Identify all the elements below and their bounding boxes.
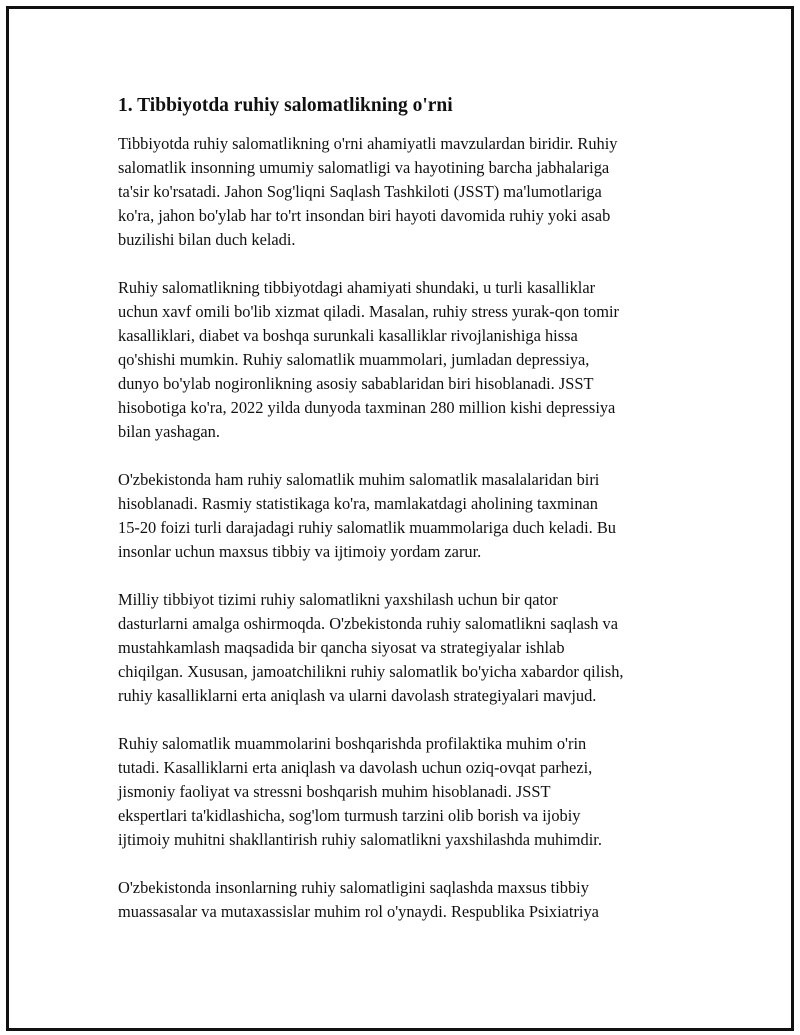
section-heading: 1. Tibbiyotda ruhiy salomatlikning o'rni xyxy=(118,95,453,116)
paragraph xyxy=(118,588,698,708)
text-line: qo'shishi mumkin. Ruhiy salomatlik muammolari, jumladan depressiya, xyxy=(118,350,590,369)
text-line: Milliy tibbiyot tizimi ruhiy salomatlikni yaxshilash uchun bir qator xyxy=(118,590,558,609)
paragraph xyxy=(118,732,698,852)
text-line: muassasalar va mutaxassislar muhim rol o'ynaydi. Respublika Psixiatriya xyxy=(118,902,599,921)
text-line: Tibbiyotda ruhiy salomatlikning o'rni ahamiyatli mavzulardan biridir. Ruhiy xyxy=(118,134,618,153)
text-line: salomatlik insonning umumiy salomatligi va hayotining barcha jabhalariga xyxy=(118,158,610,177)
text-line: O'zbekistonda insonlarning ruhiy salomatligini saqlashda maxsus tibbiy xyxy=(118,878,589,897)
text-line: hisoblanadi. Rasmiy statistikaga ko'ra, mamlakatdagi aholining taxminan xyxy=(118,494,599,513)
text-line: hisobotiga ko'ra, 2022 yilda dunyoda taxminan 280 million kishi depressiya xyxy=(118,398,616,417)
text-line: chiqilgan. Xususan, jamoatchilikni ruhiy salomatlik bo'yicha xabardor qilish, xyxy=(118,662,624,681)
text-line: ko'ra, jahon bo'ylab har to'rt insondan biri hayoti davomida ruhiy yoki asab xyxy=(118,206,611,225)
text-line: ta'sir ko'rsatadi. Jahon Sog'liqni Saqlash Tashkiloti (JSST) ma'lumotlariga xyxy=(118,182,602,201)
text-line: buzilishi bilan duch keladi. xyxy=(118,230,296,249)
text-line: bilan yashagan. xyxy=(118,422,220,441)
text-line: ruhiy kasalliklarni erta aniqlash va ularni davolash strategiyalari mavjud. xyxy=(118,686,597,705)
text-line: ekspertlari ta'kidlashicha, sog'lom turmush tarzini olib borish va ijobiy xyxy=(118,806,581,825)
text-line: mustahkamlash maqsadida bir qancha siyosat va strategiyalar ishlab xyxy=(118,638,565,657)
text-line: ijtimoiy muhitni shakllantirish ruhiy salomatlikni yaxshilashda muhimdir. xyxy=(118,830,602,849)
document-body xyxy=(118,92,698,948)
text-line: Ruhiy salomatlikning tibbiyotdagi ahamiyati shundaki, u turli kasalliklar xyxy=(118,278,596,297)
text-line: tutadi. Kasalliklarni erta aniqlash va davolash uchun oziq-ovqat parhezi, xyxy=(118,758,593,777)
text-line: Ruhiy salomatlik muammolarini boshqarishda profilaktika muhim o'rin xyxy=(118,734,587,753)
paragraph xyxy=(118,468,698,564)
text-line: insonlar uchun maxsus tibbiy va ijtimoiy yordam zarur. xyxy=(118,542,482,561)
paragraph xyxy=(118,876,698,924)
text-line: dasturlarni amalga oshirmoqda. O'zbekistonda ruhiy salomatlikni saqlash va xyxy=(118,614,619,633)
text-line: O'zbekistonda ham ruhiy salomatlik muhim salomatlik masalalaridan biri xyxy=(118,470,600,489)
text-line: uchun xavf omili bo'lib xizmat qiladi. Masalan, ruhiy stress yurak-qon tomir xyxy=(118,302,619,321)
text-line: kasalliklari, diabet va boshqa surunkali kasalliklar rivojlanishiga hissa xyxy=(118,326,578,345)
paragraph xyxy=(118,276,698,444)
paragraph xyxy=(118,132,698,252)
text-line: jismoniy faoliyat va stressni boshqarish muhim hisoblanadi. JSST xyxy=(118,782,551,801)
text-line: 15-20 foizi turli darajadagi ruhiy salomatlik muammolariga duch keladi. Bu xyxy=(118,518,616,537)
text-line: dunyo bo'ylab nogironlikning asosiy sabablaridan biri hisoblanadi. JSST xyxy=(118,374,594,393)
